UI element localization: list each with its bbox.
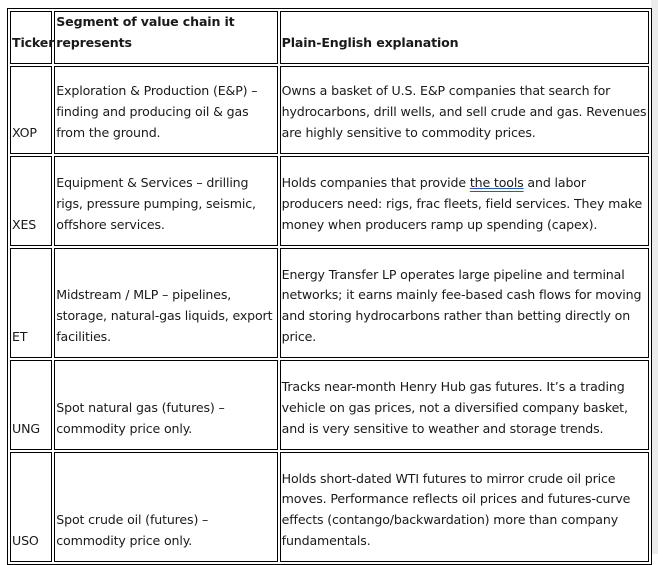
ticker-cell: USO [10,452,52,562]
ticker-cell: ET [10,248,52,358]
table-row [10,360,649,450]
explanation-text: and labor producers need: rigs, frac fleets, field services. They make money when producers ramp up spending (capex). [281,175,643,232]
explanation-cell: Tracks near-month Henry Hub gas futures. It’s a trading vehicle on gas prices, not a diversified company basket, and is very sensitive to weather and storage trends. [280,360,649,450]
table-row [10,156,649,246]
explanation-text: Holds companies that provide [281,175,470,191]
explanation-cell: Energy Transfer LP operates large pipeline and terminal networks; it earns mainly fee-based cash flows for moving and storing hydrocarbons rather than betting directly on price. [280,248,649,358]
scrollbar-track[interactable] [651,0,658,554]
segment-cell: Spot crude oil (futures) – commodity price only. [54,452,277,562]
header-segment: Segment of value chain it represents [54,11,277,64]
etf-value-chain-table [7,8,652,565]
header-explanation: Plain-English explanation [280,11,649,64]
ticker-cell: XES [10,156,52,246]
table-row [10,452,649,562]
explanation-cell: Holds short-dated WTI futures to mirror crude oil price moves. Performance reflects oil prices and futures-curve effects (contango/backwardation) more than company fundamentals. [280,452,649,562]
explanation-cell: Owns a basket of U.S. E&P companies that search for hydrocarbons, drill wells, and sell crude and gas. Revenues are highly sensitive to commodity prices. [280,66,649,154]
explanation-cell [280,156,649,246]
proofing-underline-phrase[interactable]: the tools [469,175,524,191]
segment-cell: Equipment & Services – drilling rigs, pressure pumping, seismic, offshore services. [54,156,277,246]
table-row [10,66,649,154]
ticker-cell: XOP [10,66,52,154]
segment-cell: Exploration & Production (E&P) – finding and producing oil & gas from the ground. [54,66,277,154]
segment-cell: Spot natural gas (futures) – commodity price only. [54,360,277,450]
ticker-cell: UNG [10,360,52,450]
header-ticker: Ticker [10,11,52,64]
segment-cell: Midstream / MLP – pipelines, storage, natural-gas liquids, export facilities. [54,248,277,358]
table-header-row [10,11,649,64]
table-row [10,248,649,358]
